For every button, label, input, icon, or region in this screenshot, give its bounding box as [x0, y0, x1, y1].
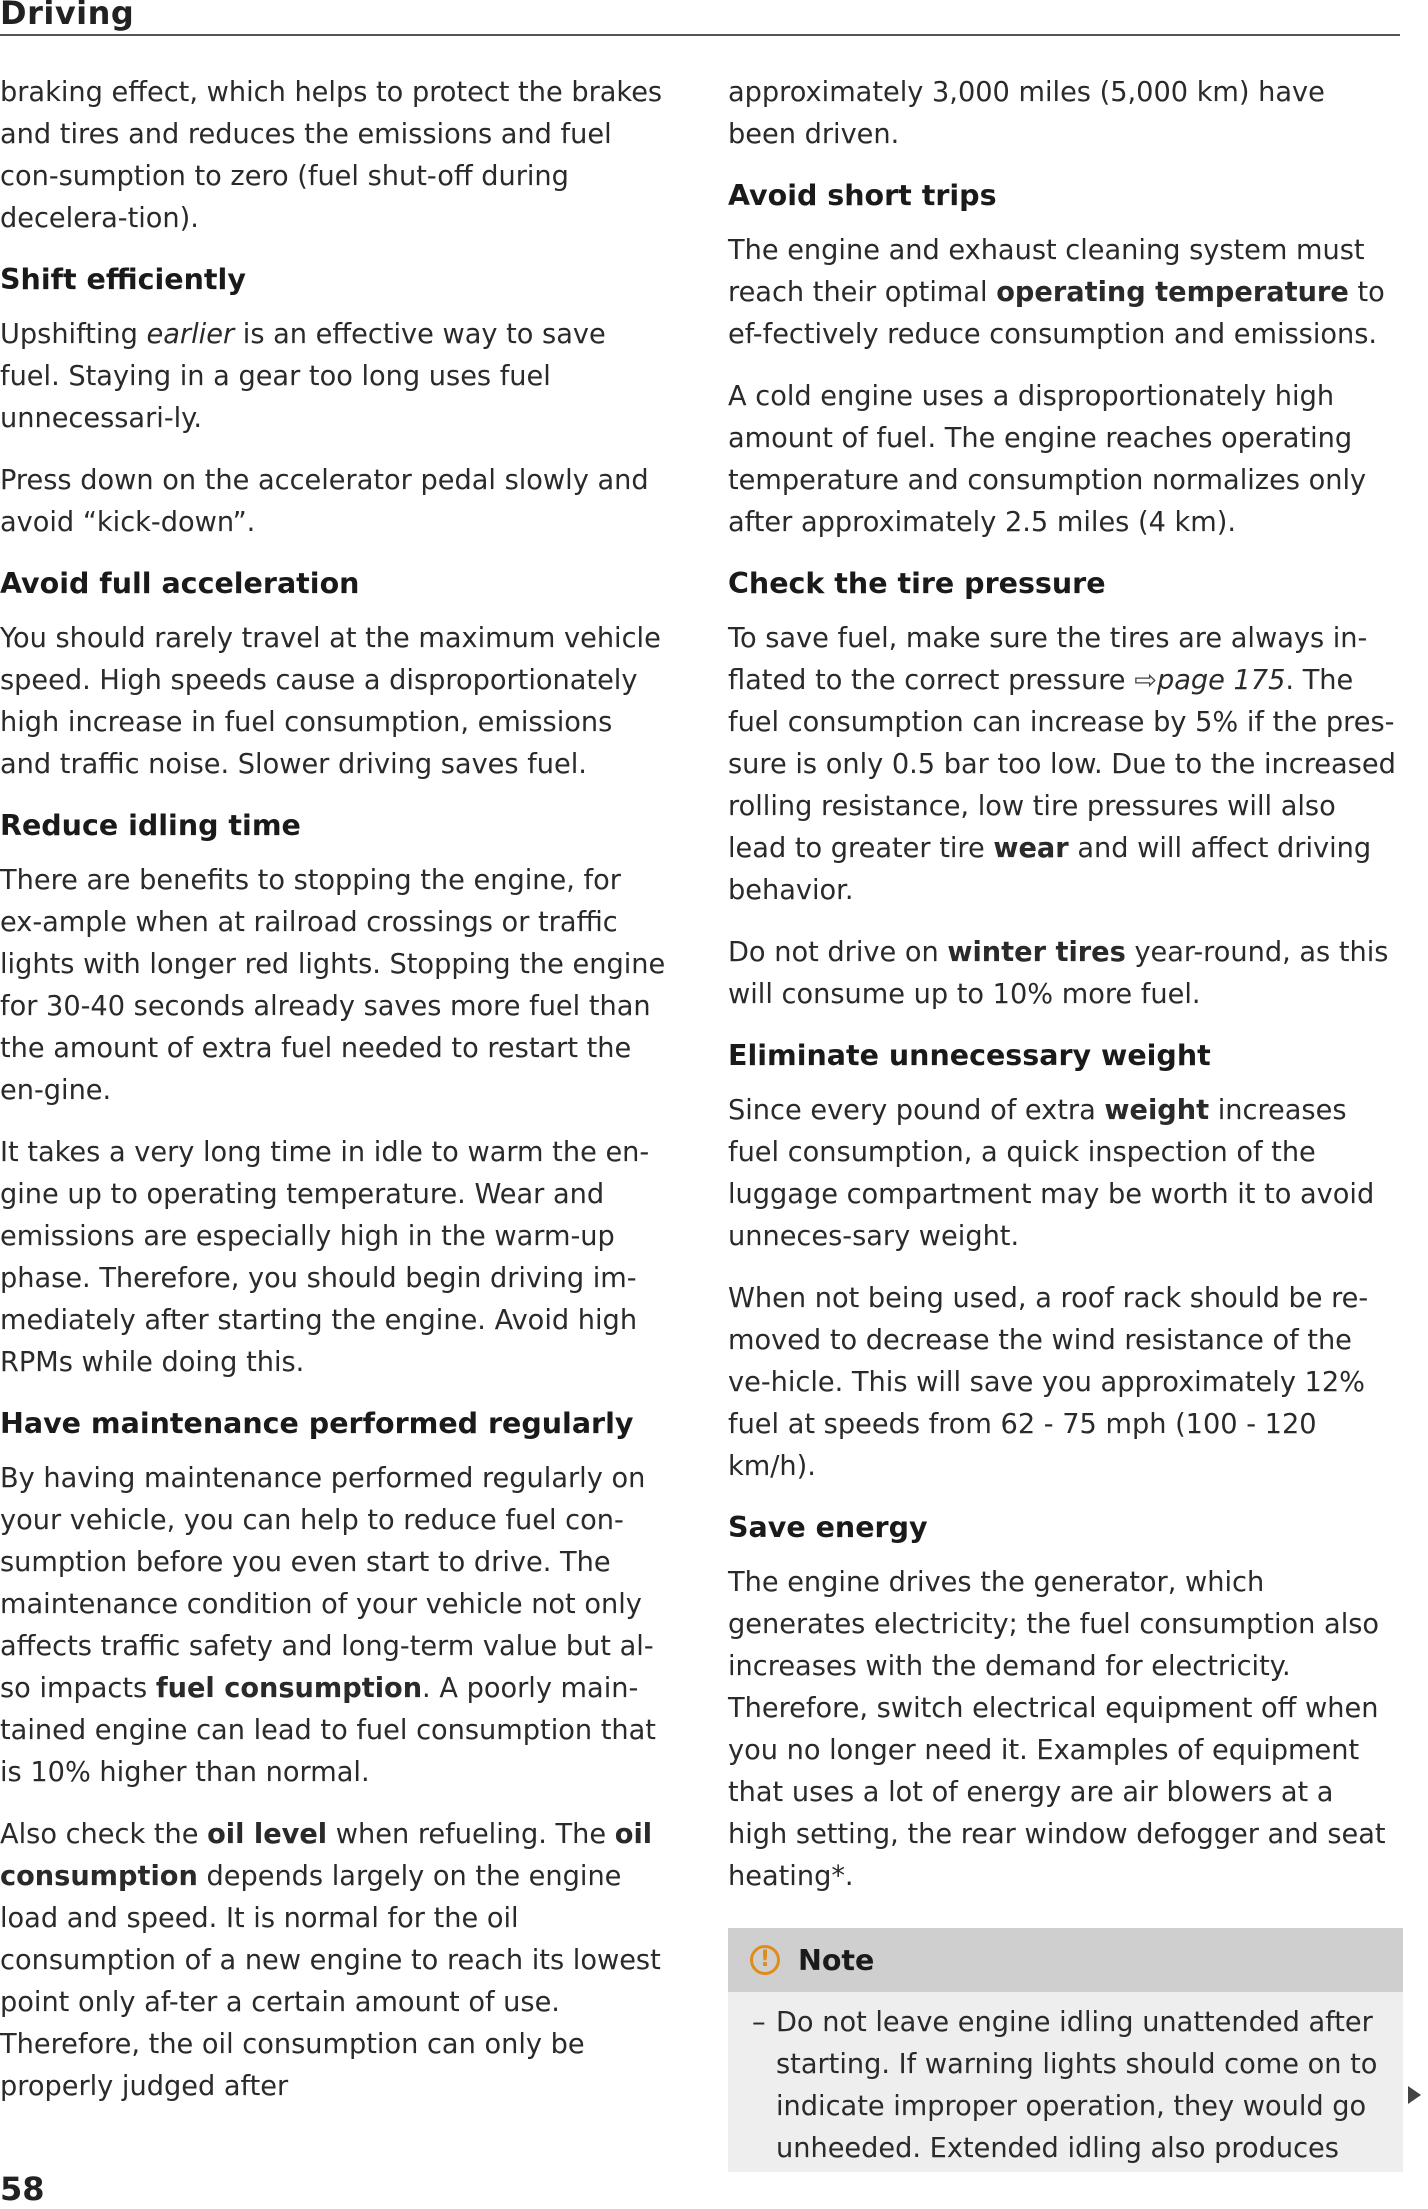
text-run: depends largely on the engine load and speed. It is normal for the oil consumption of a new engine to reach its lowest point only af-ter a certain amount of use. Therefore, the oil consumption can only be properly judged after — [0, 1861, 661, 2102]
heading-avoid-full-acceleration: Avoid full acceleration — [0, 567, 360, 600]
text-run: to ef-fectively reduce consumption and emissions. — [728, 277, 1385, 350]
paragraph — [728, 1090, 1398, 1258]
paragraph: A cold engine uses a disproportionately high amount of fuel. The engine reaches operating temperature and consumption normalizes only after approximately 2.5 miles (4 km). — [728, 381, 1367, 538]
header-divider — [0, 34, 1400, 36]
right-column — [728, 72, 1398, 2172]
text-run: and will affect driving behavior. — [728, 833, 1372, 906]
paragraph: Press down on the accelerator pedal slowly and avoid “kick-down”. — [0, 465, 649, 538]
page-number: 58 — [0, 2170, 45, 2208]
paragraph — [0, 1814, 670, 2108]
paragraph — [728, 618, 1398, 912]
continued-arrow-icon — [1408, 2086, 1421, 2104]
bold-text: oil level — [207, 1819, 328, 1850]
heading-save-energy: Save energy — [728, 1511, 928, 1544]
paragraph: braking effect, which helps to protect the brakes and tires and reduces the emissions and fuel con-sumption to zero (fuel shut-off during decelera-tion). — [0, 77, 663, 234]
left-column — [0, 72, 670, 2128]
heading-shift-efficiently: Shift efficiently — [0, 263, 246, 296]
text-run: By having maintenance performed regularly on your vehicle, you can help to reduce fuel con-sumption before you even start to drive. The maintenance condition of your vehicle not only affects traffic safety and long-term value but al-so impacts — [0, 1463, 654, 1704]
paragraph: The engine drives the generator, which generates electricity; the fuel consumption also increases with the demand for electricity. Therefore, switch electrical equipment off when you no longer need it. Examples of equipment that uses a lot of energy are air blowers at a high setting, the rear window defogger and seat heating*. — [728, 1567, 1386, 1892]
bold-text: weight — [1104, 1095, 1210, 1126]
text-run: To save fuel, make sure the tires are always in-flated to the correct pressure — [728, 623, 1368, 696]
text-run: The engine and exhaust cleaning system must reach their optimal — [728, 235, 1365, 308]
text-run: . The fuel consumption can increase by 5% if the pres-sure is only 0.5 bar too low. Due to the increased rolling resistance, low tire pressures will also lead to greater tire — [728, 665, 1396, 864]
text-run: increases fuel consumption, a quick inspection of the luggage compartment may be worth it to avoid unneces-sary weight. — [728, 1095, 1375, 1252]
text-run: is an effective way to save fuel. Staying in a gear too long uses fuel unnecessari-ly. — [0, 319, 606, 434]
paragraph — [728, 230, 1398, 356]
bold-text: oil consumption — [0, 1819, 653, 1892]
text-run: Since every pound of extra — [728, 1095, 1105, 1126]
note-box — [728, 1928, 1403, 2172]
bold-text: operating temperature — [996, 277, 1349, 308]
section-title: Driving — [0, 0, 135, 32]
emphasis-text: earlier — [146, 319, 235, 350]
text-run: Do not drive on — [728, 937, 948, 968]
note-header — [728, 1928, 1403, 1992]
bold-text: fuel consumption — [155, 1673, 423, 1704]
heading-eliminate-weight: Eliminate unnecessary weight — [728, 1039, 1211, 1072]
list-item — [752, 2002, 1385, 2170]
heading-check-tire-pressure: Check the tire pressure — [728, 567, 1106, 600]
paragraph — [728, 932, 1398, 1016]
text-run: when refueling. The — [327, 1819, 615, 1850]
text-run: Also check the — [0, 1819, 208, 1850]
heading-maintenance: Have maintenance performed regularly — [0, 1407, 634, 1440]
paragraph: It takes a very long time in idle to warm the en-gine up to operating temperature. Wear and emissions are especially high in the warm-up phase. Therefore, you should begin driving im-mediately after starting the engine. Avoid high RPMs while doing this. — [0, 1137, 650, 1378]
bold-text: winter tires — [947, 937, 1126, 968]
text-run: . A poorly main-tained engine can lead to fuel consumption that is 10% higher than normal. — [0, 1673, 656, 1788]
note-body — [728, 1992, 1403, 2172]
paragraph: When not being used, a roof rack should be re-moved to decrease the wind resistance of the ve-hicle. This will save you approximately 12% fuel at speeds from 62 - 75 mph (100 - 120 km/h). — [728, 1283, 1369, 1482]
heading-avoid-short-trips: Avoid short trips — [728, 179, 997, 212]
arrow-right-icon: ⇨ — [1134, 665, 1157, 696]
page-reference-link[interactable]: page 175 — [1156, 665, 1286, 696]
list-item-text: Do not leave engine idling unattended after starting. If warning lights should come on to indicate improper operation, they would go unheeded. Extended idling also produces — [776, 2007, 1378, 2164]
paragraph: You should rarely travel at the maximum vehicle speed. High speeds cause a disproportionately high increase in fuel consumption, emissions and traffic noise. Slower driving saves fuel. — [0, 623, 661, 780]
list-dash: – — [752, 2007, 766, 2038]
heading-reduce-idling-time: Reduce idling time — [0, 809, 301, 842]
text-run: Upshifting — [0, 319, 147, 350]
paragraph — [0, 314, 670, 440]
exclamation-icon: ! — [750, 1945, 780, 1975]
note-title: Note — [798, 1943, 875, 1977]
bold-text: wear — [993, 833, 1069, 864]
paragraph — [0, 1458, 670, 1794]
paragraph: There are benefits to stopping the engine, for ex-ample when at railroad crossings or traffic lights with longer red lights. Stopping the engine for 30-40 seconds already saves more fuel than the amount of extra fuel needed to restart the en-gine. — [0, 865, 666, 1106]
paragraph: approximately 3,000 miles (5,000 km) have been driven. — [728, 77, 1325, 150]
text-run: year-round, as this will consume up to 10% more fuel. — [728, 937, 1389, 1010]
